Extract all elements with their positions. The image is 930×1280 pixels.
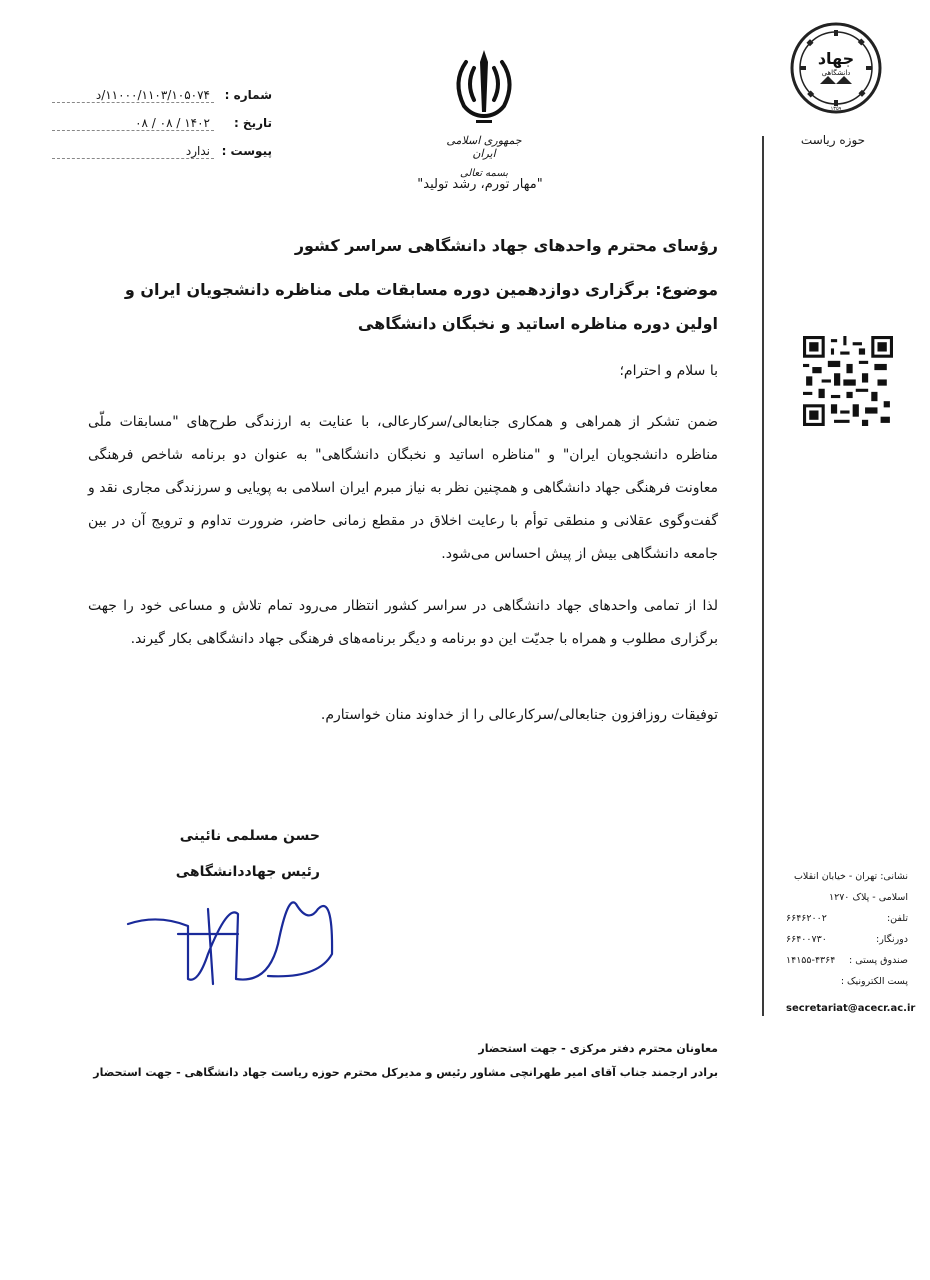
pobox-row bbox=[786, 950, 908, 971]
svg-text:جهاد: جهاد bbox=[817, 49, 855, 68]
signer-title: رئیس جهاددانشگاهی bbox=[175, 864, 320, 880]
pobox-value: ۱۴۱۵۵-۴۳۶۴ bbox=[786, 955, 836, 966]
address-value: تهران - خیابان انقلاب اسلامی - پلاک ۱۲۷۰ bbox=[793, 871, 908, 903]
letter-number-value: ۱۱۰۰۰/۱۱۰۳/۱۰۵۰۷۴/د bbox=[52, 88, 214, 103]
body-paragraph-2: لذا از تمامی واحدهای جهاد دانشگاهی در سراسر کشور انتظار می‌رود تمام تلاش و مساعی خود را جهت برگزاری مطلوب و همراه با جدیّت این دو برنامه و دیگر برنامه‌های فرهنگی جهاد دانشگاهی بکار گیرند. bbox=[88, 598, 718, 647]
body-paragraph-1: ضمن تشکر از همراهی و همکاری جنابعالی/سرکارعالی، با عنایت به ارزندگی طرح‌های "مسابقات ملّی مناظره دانشجویان ایران" و "مناظره اساتید و نخبگان دانشگاهی" به عنوان دو برنامه شاخص فرهنگی معاونت فرهنگی جهاد دانشگاهی و همچنین نظر به نیاز مبرم ایران اسلامی به پویایی و سرزندگی مجاری نقد و گفت‌وگوی عقلانی و منطقی توأم با رعایت اخلاق در مقطع زمانی حاضر، ضرورت تداوم و ترویج آن در بین جامعه دانشگاهی بیش از پیش احساس می‌شود. bbox=[88, 414, 718, 562]
svg-text:۱۳۵۹: ۱۳۵۹ bbox=[830, 106, 842, 112]
svg-text:دانشگاهی: دانشگاهی bbox=[821, 69, 851, 77]
letter-attachment-label: پیوست : bbox=[221, 144, 272, 158]
fax-label: دورنگار: bbox=[876, 934, 908, 945]
letter-date-row bbox=[52, 116, 272, 144]
department-label: حوزه ریاست bbox=[800, 133, 866, 147]
letter-attachment-value: ندارد bbox=[52, 144, 214, 159]
letter-number-label: شماره : bbox=[224, 88, 272, 102]
phone-label: تلفن: bbox=[886, 913, 908, 924]
email-label: پست الکترونیک : bbox=[840, 976, 908, 987]
address-label: نشانی: bbox=[880, 871, 908, 882]
email-value[interactable]: secretariat@acecr.ac.ir bbox=[786, 1003, 916, 1014]
letter-meta bbox=[52, 88, 272, 172]
letter-attachment-row bbox=[52, 144, 272, 172]
fax-value: ۶۶۴۰۰۷۳۰ bbox=[786, 934, 827, 945]
emblem-caption: جمهوری اسلامی ایران bbox=[446, 134, 522, 160]
closing-line: توفیقات روزافزون جنابعالی/سرکارعالی را از خداوند منان خواستارم. bbox=[320, 707, 718, 723]
cc-line-1: معاونان محترم دفتر مرکزی - جهت استحضار bbox=[478, 1042, 718, 1055]
year-slogan: "مهار تورم، رشد تولید" bbox=[417, 177, 543, 192]
address-row bbox=[786, 866, 908, 908]
letter-date-label: تاریخ : bbox=[233, 116, 272, 130]
iran-emblem-icon bbox=[438, 42, 530, 134]
phone-row bbox=[786, 908, 908, 929]
vertical-divider bbox=[762, 136, 764, 1016]
organization-seal bbox=[790, 22, 882, 114]
letter-number-row bbox=[52, 88, 272, 116]
addressee: رؤسای محترم واحدهای جهاد دانشگاهی سراسر کشور bbox=[294, 236, 718, 255]
national-emblem bbox=[438, 42, 530, 192]
qr-code-icon bbox=[803, 336, 893, 426]
handwritten-signature bbox=[118, 884, 348, 994]
subject: موضوع: برگزاری دوازدهمین دوره مسابقات ملی مناظره دانشجویان ایران و اولین دوره مناظره اساتید و نخبگان دانشگاهی bbox=[124, 280, 718, 333]
cc-line-2: برادر ارجمند جناب آقای امیر طهرانچی مشاور رئیس و مدیرکل محترم حوزه ریاست جهاد دانشگاهی - جهت استحضار bbox=[93, 1066, 718, 1079]
signer-block bbox=[110, 818, 320, 890]
fax-row bbox=[786, 929, 908, 950]
signer-name: حسن مسلمی نائینی bbox=[179, 828, 320, 844]
contact-block bbox=[786, 866, 916, 1019]
pobox-label: صندوق پستی : bbox=[848, 955, 908, 966]
acecr-seal-icon bbox=[790, 22, 882, 114]
greeting: با سلام و احترام؛ bbox=[619, 363, 718, 379]
phone-value: ۶۶۴۶۲۰۰۲ bbox=[786, 913, 827, 924]
bismillah-caption: بسمه تعالی bbox=[459, 168, 509, 179]
letter-date-value: ۱۴۰۲ / ۰۸ / ۰۸ bbox=[52, 116, 214, 131]
